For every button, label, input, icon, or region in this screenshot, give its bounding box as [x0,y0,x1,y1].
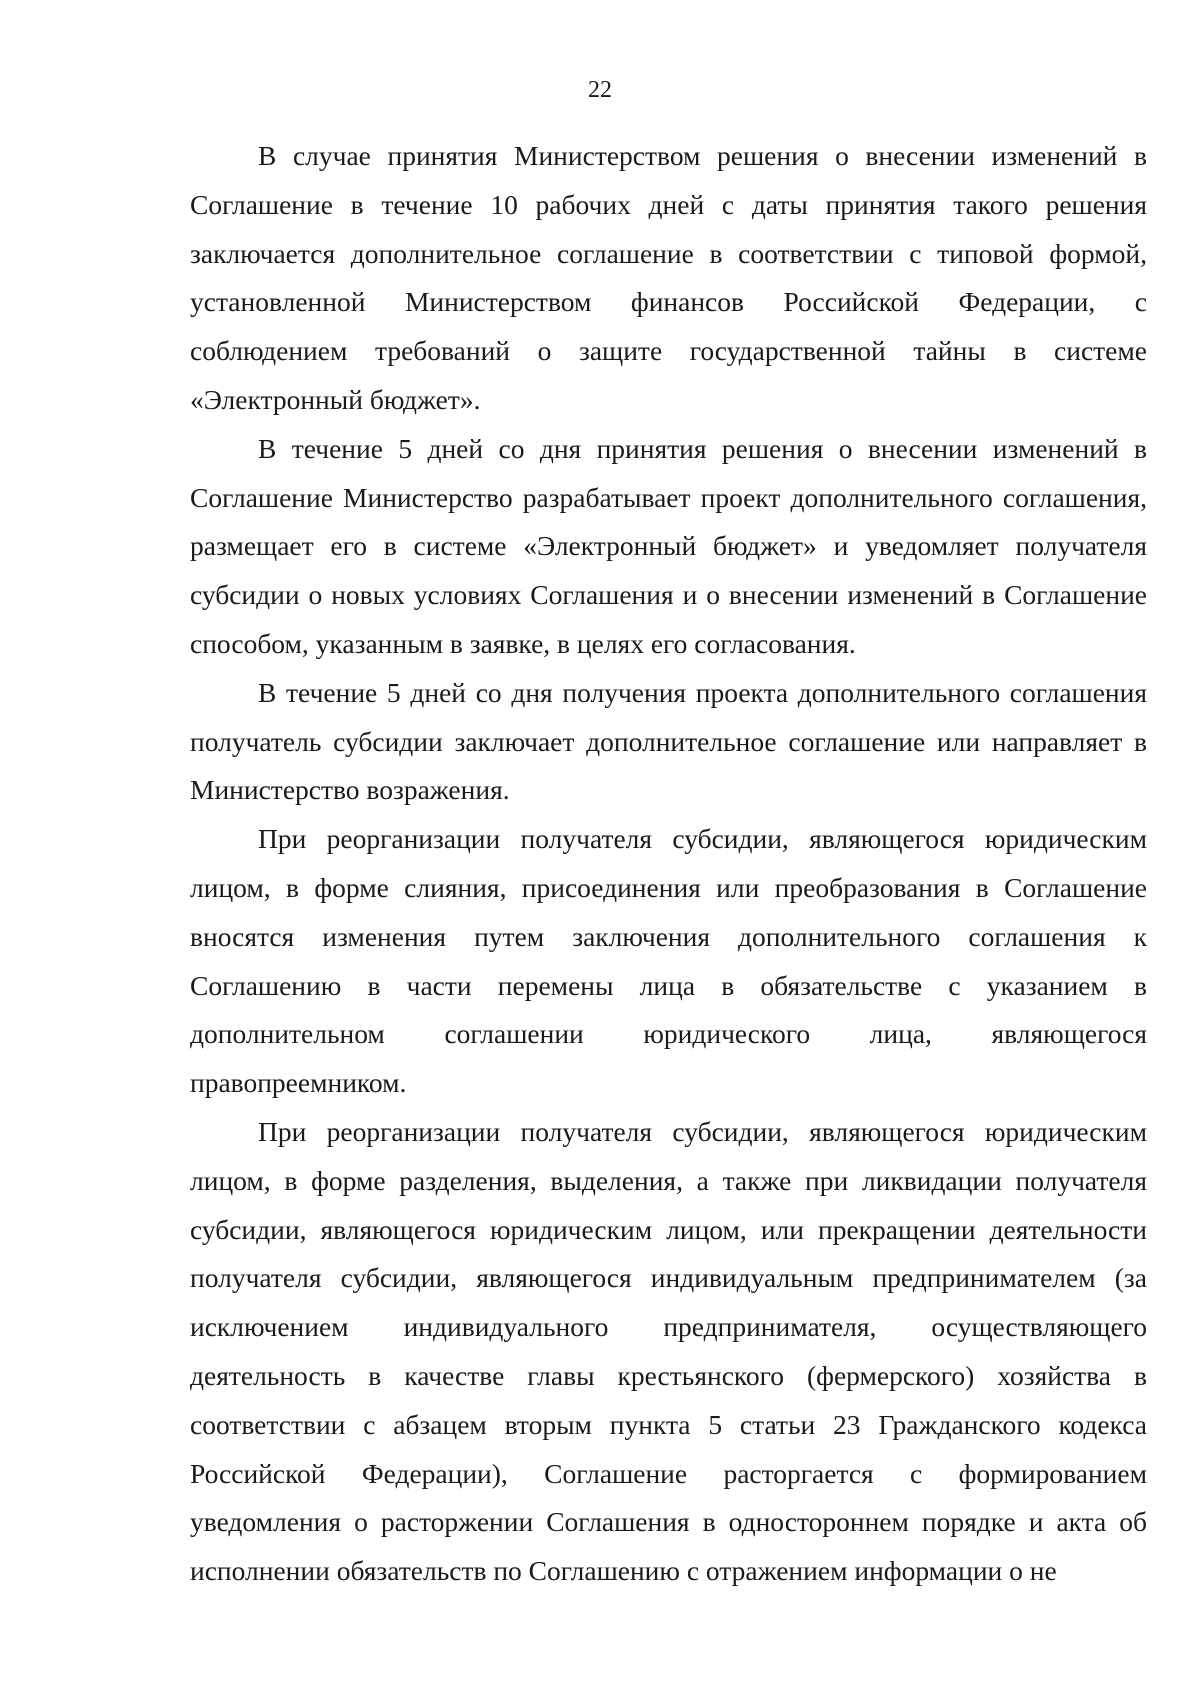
paragraph-1: В случае принятия Министерством решения о внесении изменений в Соглашение в течение 10 рабочих дней с даты принятия такого решения заключается дополнительное соглашение в соответствии с типовой формой, установленной Министерством финансов Российской Федерации, с соблюдением требований о защите государственной тайны в системе «Электронный бюджет». [190,140,1147,415]
paragraph-4: При реорганизации получателя субсидии, являющегося юридическим лицом, в форме слияния, присоединения или преобразования в Соглашение вносятся изменения путем заключения дополнительного соглашения к Соглашению в части перемены лица в обязательстве с указанием в дополнительном соглашении юридического лица, являющегося правопреемником. [190,823,1147,1099]
document-body [190,132,1147,1596]
paragraph-3: В течение 5 дней со дня получения проекта дополнительного соглашения получатель субсидии заключает дополнительное соглашение или направляет в Министерство возражения. [190,676,1147,806]
page-number: 22 [588,77,612,103]
paragraph-5: При реорганизации получателя субсидии, являющегося юридическим лицом, в форме разделения, выделения, а также при ликвидации получателя субсидии, являющегося юридическим лицом, или прекращении деятельности получателя субсидии, являющегося индивидуальным предпринимателем (за исключением индивидуального предпринимателя, осуществляющего деятельность в качестве главы крестьянского (фермерского) хозяйства в соответствии с абзацем вторым пункта 5 статьи 23 Гражданского кодекса Российской Федерации), Соглашение расторгается с формированием уведомления о расторжении Соглашения в одностороннем порядке и акта об исполнении обязательств по Соглашению с отражением информации о не [190,1115,1147,1587]
paragraph-2: В течение 5 дней со дня принятия решения о внесении изменений в Соглашение Министерство разрабатывает проект дополнительного соглашения, размещает его в системе «Электронный бюджет» и уведомляет получателя субсидии о новых условиях Соглашения и о внесении изменений в Соглашение способом, указанным в заявке, в целях его согласования. [190,432,1147,659]
